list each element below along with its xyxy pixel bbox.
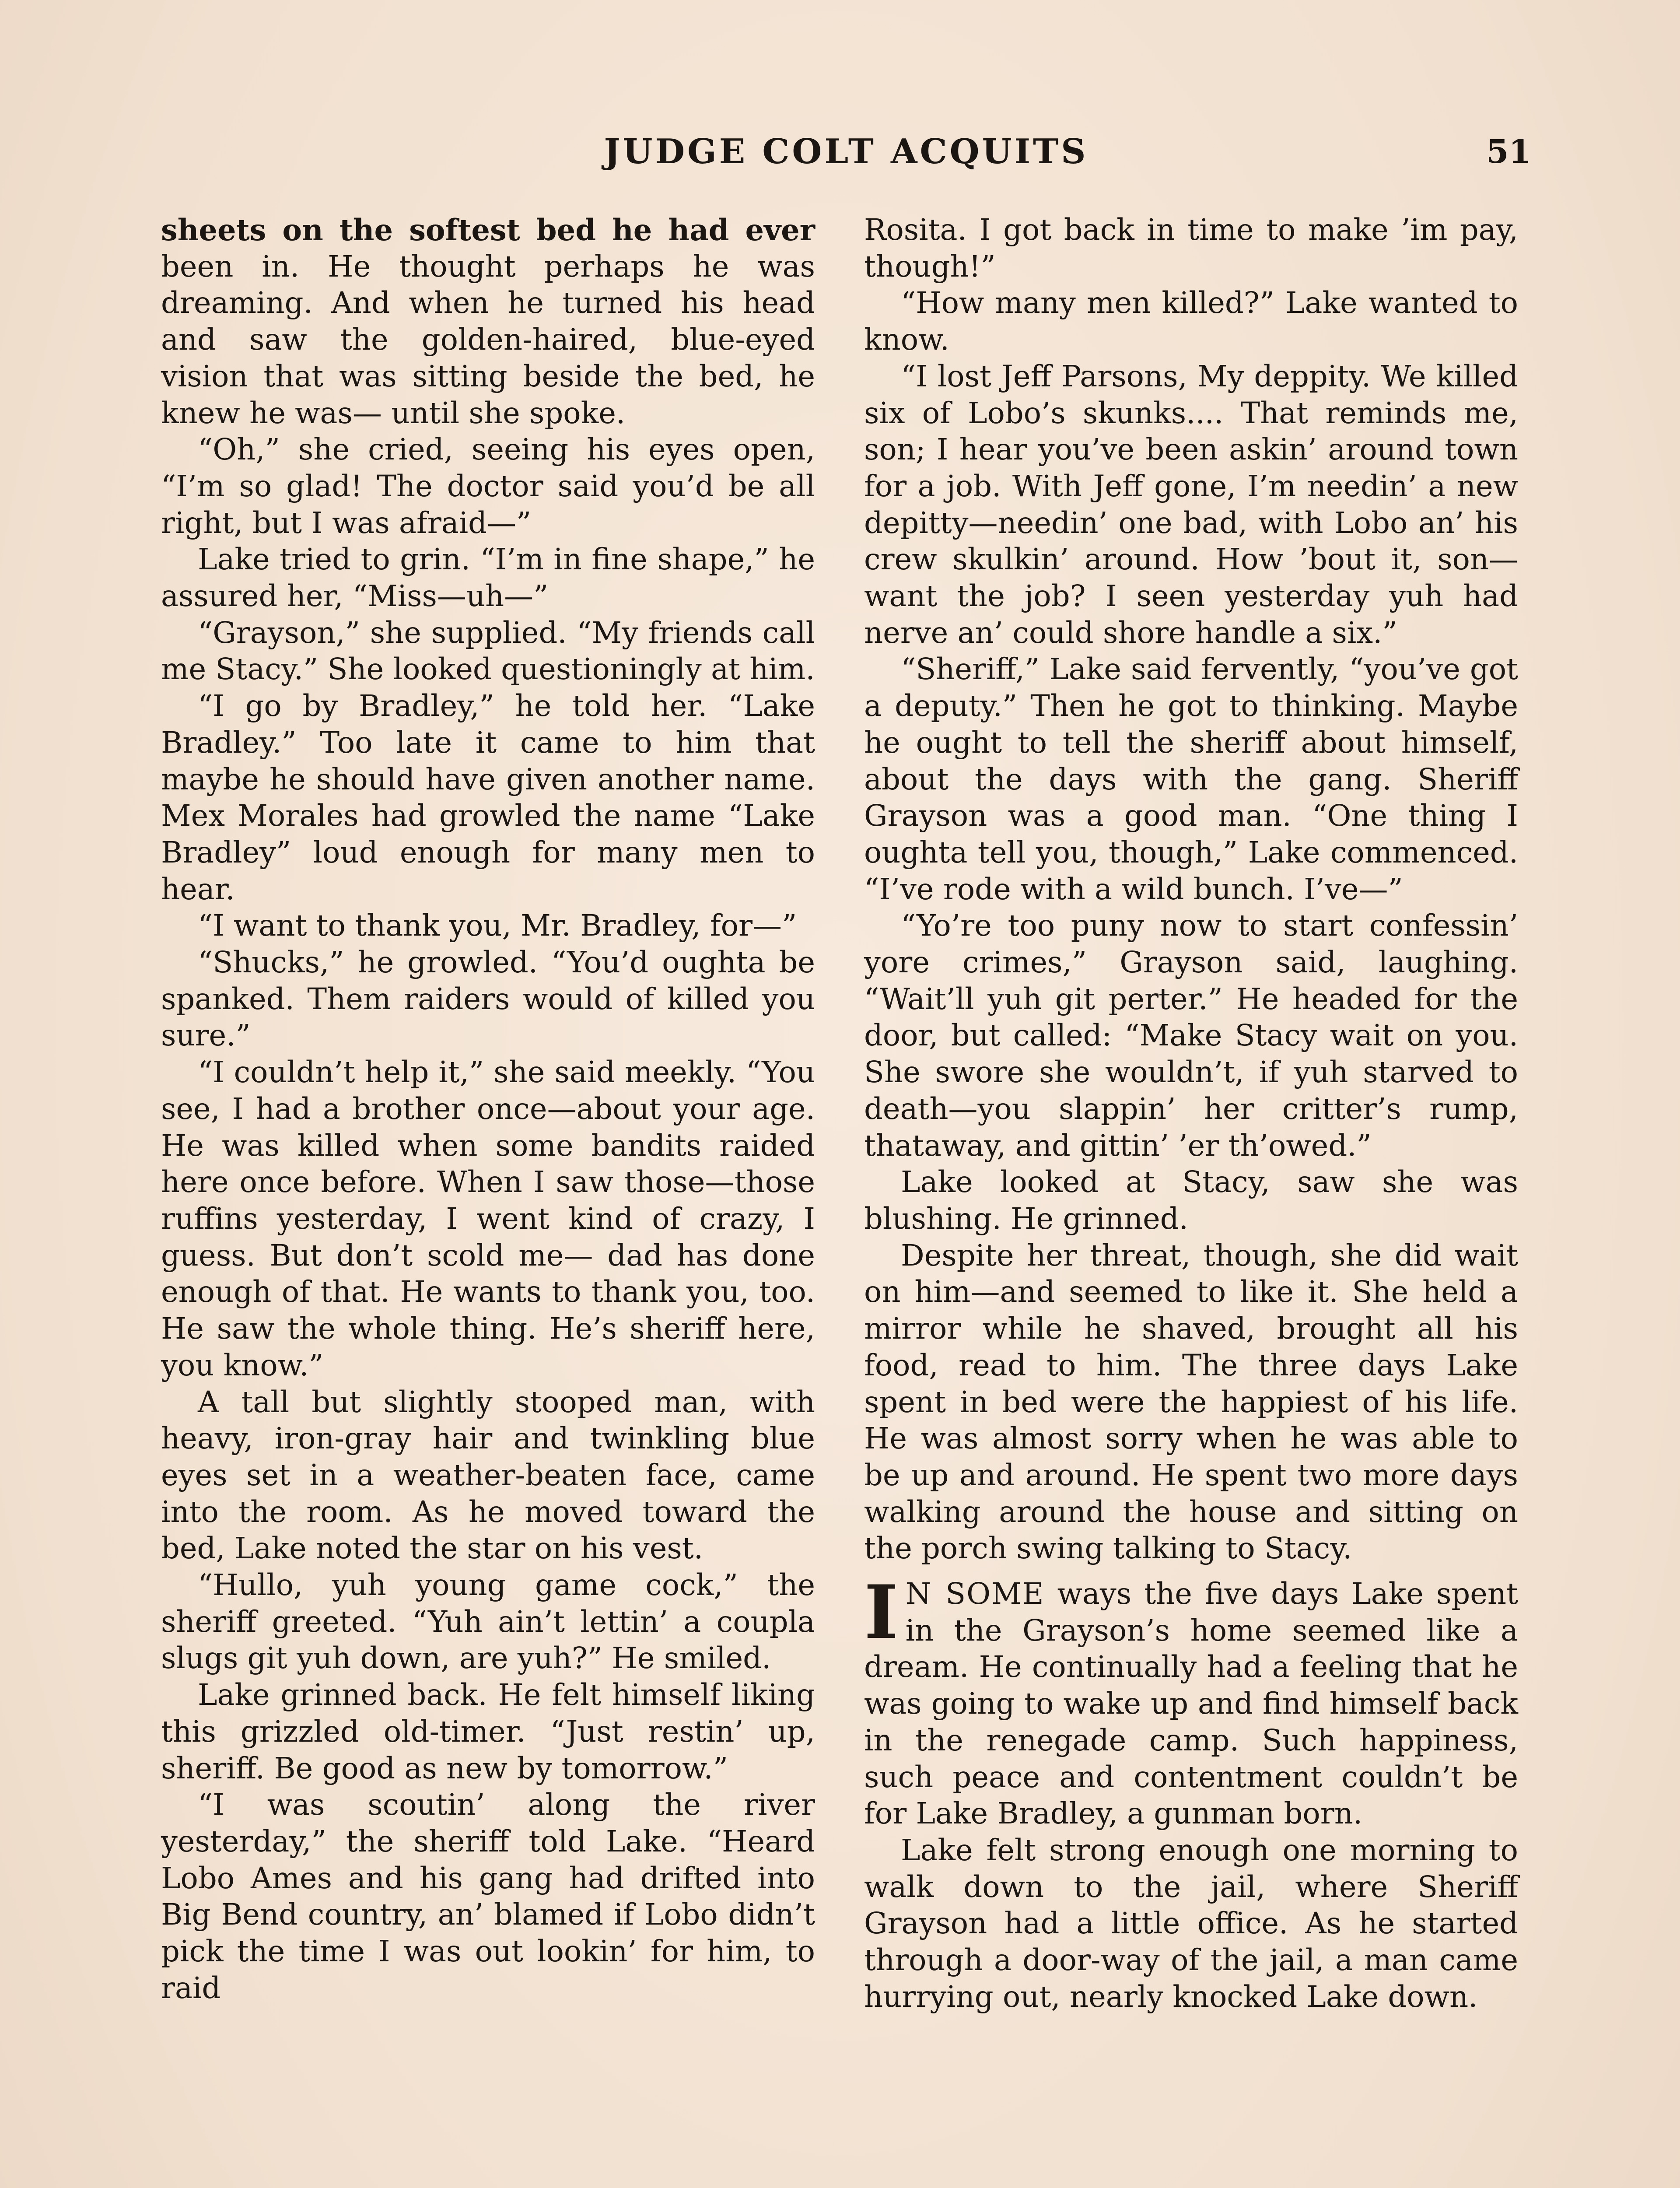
paragraph: Lake felt strong enough one morning to walk down to the jail, where Sheriff Grayson had a little office. As he started through a door-way of the jail, a man came hurrying out, nearly knocked Lake down. [864, 1833, 1518, 2014]
paragraph: “Oh,” she cried, seeing his eyes open, “I’m so glad! The doctor said you’d be all right, but I was afraid—” [161, 432, 815, 540]
paragraph: “Hullo, yuh young game cock,” the sheriff greeted. “Yuh ain’t lettin’ a coupla slugs git yuh down, are yuh?” He smiled. [161, 1568, 815, 1676]
paragraph: Lake grinned back. He felt himself liking this grizzled old-timer. “Just restin’ up, sheriff. Be good as new by tomorrow.” [161, 1678, 815, 1785]
running-title: JUDGE COLT ACQUITS [604, 132, 1088, 172]
page-header [161, 128, 1531, 176]
drop-cap: I [864, 1569, 899, 1656]
paragraph: sheets on the softest bed he had ever been in. He thought perhaps he was dreaming. And when he turned his head and saw the golden-haired, blue-eyed vision that was sitting beside the bed, he knew he was— until she spoke. [161, 213, 815, 430]
paragraph: “I couldn’t help it,” she said meekly. “You see, I had a brother once—about your age. He was killed when some bandits raided here once before. When I saw those—those ruffins yesterday, I went kind of crazy, I guess. But don’t scold me— dad has done enough of that. He wants to thank you, too. He saw the whole thing. He’s sheriff here, you know.” [161, 1055, 815, 1382]
paragraph-text: ways the five days Lake spent in the Grayson’s home seemed like a dream. He continually had a feeling that he was going to wake up and find himself back in the renegade camp. Such happiness, such peace and contentment couldn’t be for Lake Bradley, a gunman born. [864, 1577, 1518, 1831]
paragraph: “I lost Jeff Parsons, My deppity. We killed six of Lobo’s skunks.... That reminds me, son; I hear you’ve been askin’ around town for a job. With Jeff gone, I’m needin’ a new depitty—needin’ one bad, with Lobo an’ his crew skulkin’ around. How ’bout it, son—want the job? I seen yesterday yuh had nerve an’ could shore handle a six.” [864, 359, 1518, 650]
paragraph: “I was scoutin’ along the river yesterday,” the sheriff told Lake. “Heard Lobo Ames and his gang had drifted into Big Bend country, an’ blamed if Lobo didn’t pick the time I was out lookin’ for him, to raid [161, 1788, 815, 2005]
paragraph: “How many men killed?” Lake wanted to know. [864, 286, 1518, 357]
paragraph: Lake tried to grin. “I’m in fine shape,” he assured her, “Miss—uh—” [161, 542, 815, 614]
page-number: 51 [1486, 133, 1531, 171]
paragraph: Despite her threat, though, she did wait on him—and seemed to like it. She held a mirror while he shaved, brought all his food, read to him. The three days Lake spent in bed were the happiest of his life. He was almost sorry when he was able to be up and around. He spent two more days walking around the house and sitting on the porch swing talking to Stacy. [864, 1238, 1518, 1566]
paragraph: Rosita. I got back in time to make ’im pay, though!” [864, 213, 1518, 284]
paragraph: “Yo’re too puny now to start confessin’ yore crimes,” Grayson said, laughing. “Wait’ll yuh git perter.” He headed for the door, but called: “Make Stacy wait on you. She swore she wouldn’t, if yuh starved to death—you slappin’ her critter’s rump, thataway, and gittin’ ’er th’owed.” [864, 908, 1518, 1163]
section-opening-paragraph [864, 1569, 1518, 1832]
paragraph: A tall but slightly stooped man, with heavy, iron-gray hair and twinkling blue eyes set in a weather-beaten face, came into the room. As he moved toward the bed, Lake noted the star on his vest. [161, 1385, 815, 1566]
paragraph: “I want to thank you, Mr. Bradley, for—” [198, 908, 797, 943]
paragraph: Lake looked at Stacy, saw she was blushing. He grinned. [864, 1165, 1518, 1236]
section-gap [864, 1567, 1518, 1576]
right-text-column [864, 212, 1518, 2015]
paragraph: “Grayson,” she supplied. “My friends call me Stacy.” She looked questioningly at him. [161, 615, 815, 687]
paragraph: “I go by Bradley,” he told her. “Lake Bradley.” Too late it came to him that maybe he should have given another name. Mex Morales had growled the name “Lake Bradley” loud enough for many men to hear. [161, 689, 815, 906]
paragraph: “Sheriff,” Lake said fervently, “you’ve got a deputy.” Then he got to thinking. Maybe he ought to tell the sheriff about himself, about the days with the gang. Sheriff Grayson was a good man. “One thing I oughta tell you, though,” Lake commenced. “I’ve rode with a wild bunch. I’ve—” [864, 652, 1518, 906]
lead-in-small-caps: N SOME [905, 1577, 1045, 1611]
paragraph: “Shucks,” he growled. “You’d oughta be spanked. Them raiders would of killed you sure.” [161, 945, 815, 1053]
left-text-column [161, 212, 815, 2006]
